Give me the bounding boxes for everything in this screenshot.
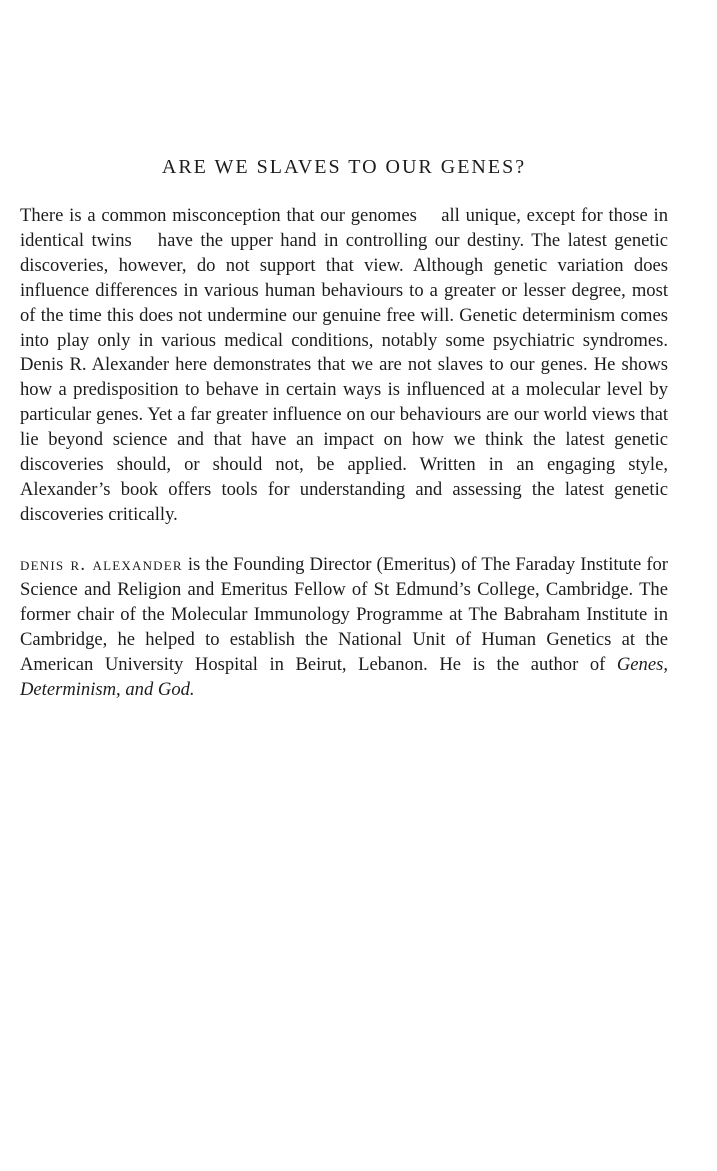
page-title: ARE WE SLAVES TO OUR GENES? bbox=[161, 156, 527, 178]
book-description: There is a common misconception that our genomes all unique, except for those in identical twins have the upper hand in controlling our destiny. The latest genetic discoveries, however, do not support that view. Although genetic variation does influence differences in various human behaviours to a greater or lesser degree, most of the time this does not undermine our genuine free will. Genetic determinism comes into play only in various medical conditions, notably some psychiatric syndromes. Denis R. Alexander here demonstrates that we are not slaves to our genes. He shows how a predisposition to behave in certain ways is influenced at a molecular level by particular genes. Yet a far greater influence on our behaviours are our world views that lie beyond science and that have an impact on how we think the latest genetic discoveries should, or should not, be applied. Written in an engaging style, Alexander’s book offers tools for understanding and assessing the latest genetic discoveries critically. bbox=[20, 205, 668, 525]
author-bio bbox=[20, 553, 668, 702]
author-name: denis r. alexander bbox=[20, 554, 183, 575]
book-title: Genes, Determinism, and God. bbox=[20, 653, 668, 700]
author-bio-text: is the Founding Director (Emeritus) of The Faraday Institute for Science and Religion and Emeritus Fellow of St Edmund’s College, Cambridge. The former chair of the Molecular Immunology Programme at The Babraham Institute in Cambridge, he helped to establish the National Unit of Human Genetics at the American University Hospital in Beirut, Lebanon. He is the author of bbox=[20, 554, 668, 675]
